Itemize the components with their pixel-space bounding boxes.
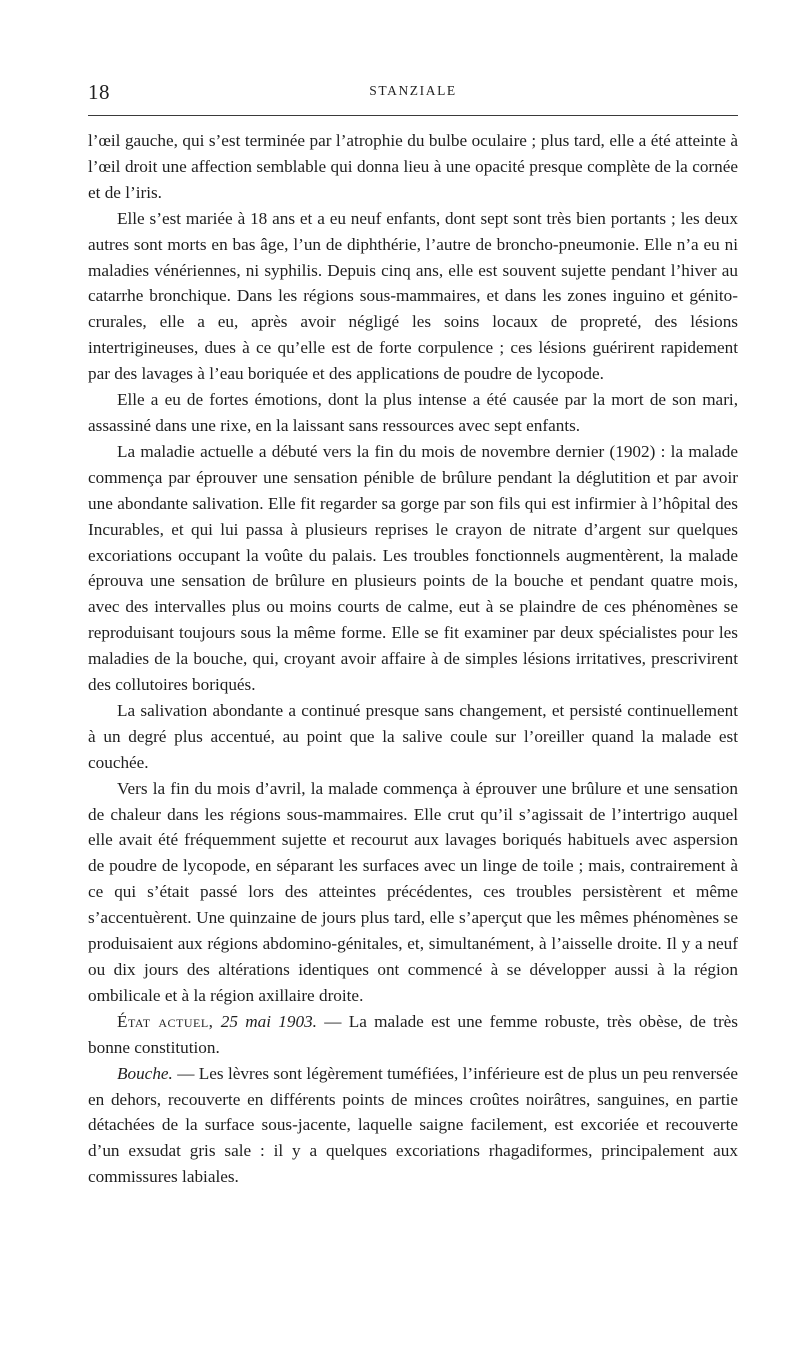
etat-actuel-text: — La malade est une femme robuste, très obèse, de très bonne constitution. — [88, 1011, 738, 1057]
bouche-label: Bouche. — [117, 1063, 173, 1083]
header-rule — [88, 115, 738, 116]
paragraph-3: Elle a eu de fortes émotions, dont la plus intense a été causée par la mort de son mari, assassiné dans une rixe, en la laissant sans ressources avec sept enfants. — [88, 390, 738, 435]
running-head: STANZIALE — [369, 83, 457, 98]
paragraph-1: l’œil gauche, qui s’est terminée par l’atrophie du bulbe oculaire ; plus tard, elle a été atteinte à l’œil droit une affection semblable qui donna lieu à une opacité presque complète de la cornée et de l’iris. — [88, 131, 738, 202]
paragraph-5: La salivation abondante a continué presque sans changement, et persisté continuellement à un degré plus accentué, au point que la salive coule sur l’oreiller quand la malade est couchée. — [88, 700, 738, 772]
bouche-text: — Les lèvres sont légèrement tuméfiées, l’inférieure est de plus un peu renversée en dehors, recouverte en différents points de minces croûtes noirâtres, sanguines, en partie détachées de la surface sous-jacente, laquelle saigne facilement, est excoriée et recouverte d’un exsudat gris sale : il y a quelques excoriations rhagadiformes, principalement aux commissures labiales. — [88, 1063, 738, 1187]
etat-actuel-date: 25 mai 1903. — [220, 1011, 317, 1031]
bouche-paragraph — [88, 1061, 738, 1191]
etat-actuel-paragraph — [88, 1009, 738, 1061]
etat-actuel-label: État actuel, — [117, 1011, 214, 1031]
page-number: 18 — [88, 80, 110, 104]
body-text — [88, 128, 738, 1190]
page-header — [88, 80, 738, 106]
paragraph-4: La maladie actuelle a débuté vers la fin du mois de novembre dernier (1902) : la malade commença par éprouver une sensation pénible de brûlure pendant la déglutition et par avoir une abondante salivation. Elle fit regarder sa gorge par son fils qui est infirmier à l’hôpital des Incurables, et qui lui passa à plusieurs reprises le crayon de nitrate d’argent sur quelques excoriations occupant la voûte du palais. Les troubles fonctionnels augmentèrent, la malade éprouva une sensation de brûlure en plusieurs points de la bouche et pendant quatre mois, avec des intervalles plus ou moins courts de calme, eut à se plaindre de ces phénomènes se reproduisant toujours sous la même forme. Elle se fit examiner par deux spécialistes pour les maladies de la bouche, qui, croyant avoir affaire à de simples lésions irritatives, prescrivirent des collutoires boriqués. — [88, 441, 738, 695]
paragraph-6: Vers la fin du mois d’avril, la malade commença à éprouver une brûlure et une sensation de chaleur dans les régions sous-mammaires. Elle crut qu’il s’agissait de l’intertrigo auquel elle avait été fréquemment sujette et recourut aux lavages boriqués habituels avec aspersion de poudre de lycopode, en séparant les surfaces avec un linge de toile ; mais, contrairement à ce qui s’était passé lors des atteintes précédentes, ces troubles persistèrent et même s’accentuèrent. Une quinzaine de jours plus tard, elle s’aperçut que les mêmes phénomènes se produisaient aux régions abdomino-génitales, et, simultanément, à l’aisselle droite. Il y a neuf ou dix jours des altérations identiques ont commencé à se développer aussi à la région ombilicale et à la région axillaire droite. — [88, 778, 738, 1005]
paragraph-2: Elle s’est mariée à 18 ans et a eu neuf enfants, dont sept sont très bien portants ; les deux autres sont morts en bas âge, l’un de diphthérie, l’autre de broncho-pneumonie. Elle n’a eu ni maladies vénériennes, ni syphilis. Depuis cinq ans, elle est souvent sujette pendant l’hiver au catarrhe bronchique. Dans les régions sous-mammaires, et dans les zones inguino et génito-crurales, elle a eu, après avoir négligé les soins locaux de propreté, des lésions intertrigineuses, dues à ce qu’elle est de forte corpulence ; ces lésions guérirent rapidement par des lavages à l’eau boriquée et des applications de poudre de lycopode. — [88, 208, 738, 384]
